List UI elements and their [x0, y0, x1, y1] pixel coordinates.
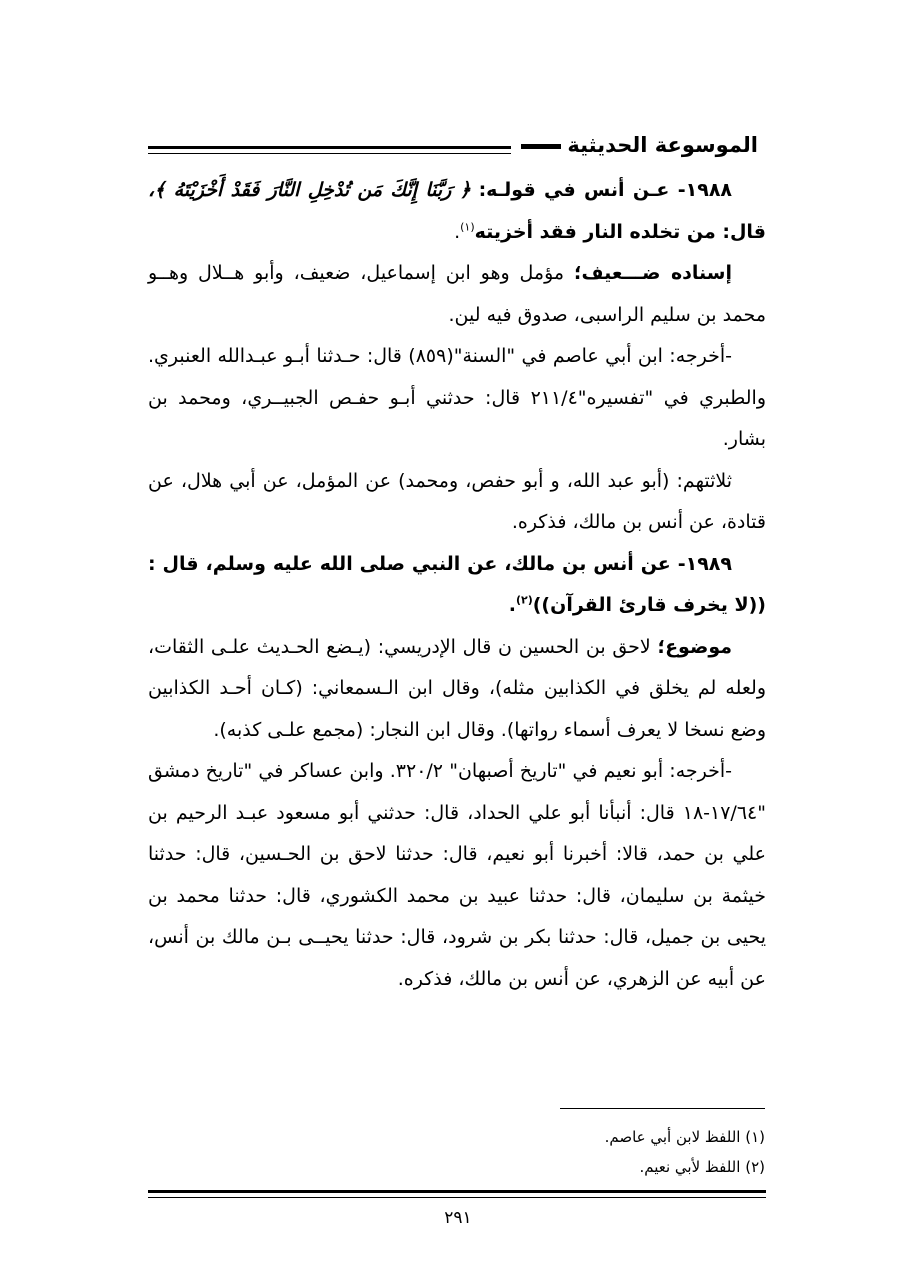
- hadith-1988-isnad: [148, 253, 766, 336]
- grade-text: لاحق بن الحسين ن قال الإدريسي: (يـضع الحـديث علـى الثقات، ولعله لم يخلق في الكذابين مثله)، وقال ابن الـسمعاني: (كـان أحـد الكذابين وضع نسخا لا يعرف أسماء رواتها). وقال ابن النجار: (مجمع علـى كذبه).: [148, 635, 766, 741]
- header-title: [511, 128, 766, 162]
- hadith-1989-takhrij: -أخرجه: أبو نعيم في "تاريخ أصبهان" ٣٢٠/٢. وابن عساكر في "تاريخ دمشق "١٧/٦٤-١٨ قال: أنبأنا أبو علي الحداد، قال: حدثني أبو مسعود عبـد الرحيم بن علي بن حمد، قالا: أخبرنا أبو نعيم، قال: حدثنا لاحق بن الحـسين، قال: حدثنا خيثمة بن سليمان، قال: حدثنا عبيد بن محمد الكشوري، قال: حدثنا محمد بن يحيى بن جميل، قال: حدثنا بكر بن شرود، قال: حدثنا يحيــى بـن مالك بن أنس، عن أبيه عن الزهري، عن أنس بن مالك، فذكره.: [148, 760, 766, 990]
- footnote-2-text: اللفظ لأبي نعيم.: [639, 1158, 741, 1176]
- quran-verse: ﴿ رَبَّنَا إِنَّكَ مَن تُدْخِلِ النَّارَ فَقَدْ أَخْزَيْتَهُ ﴾،: [148, 179, 471, 201]
- footnote-separator: [560, 1108, 765, 1109]
- hadith-1988-continuation: قال: من تخلده النار فقد أخزيته: [474, 220, 766, 243]
- header-title-text: الموسوعة الحديثية: [567, 133, 758, 157]
- main-text: [148, 170, 766, 1000]
- grade-label: موضوع؛: [657, 635, 732, 658]
- hadith-1989-text: ١٩٨٩- عن أنس بن مالك، عن النبي صلى الله عليه وسلم، قال : ((لا يخرف قارئ القرآن)): [148, 552, 766, 616]
- hadith-1989-grade: [148, 627, 766, 752]
- hadith-1988-end: .: [454, 220, 461, 243]
- hadith-1988-summary: ثلاثتهم: (أبو عبد الله، و أبو حفص، ومحمد) عن المؤمل، عن أبي هلال، عن قتادة، عن أنس بن مالك، فذكره.: [148, 469, 766, 533]
- footer-rule-thick: [148, 1190, 766, 1193]
- running-header: [148, 122, 766, 162]
- hadith-1988-opening: ١٩٨٨- عـن أنس في قولـه:: [478, 179, 733, 201]
- footnote-ref-2: (٢): [515, 593, 533, 607]
- footnote-1-text: اللفظ لابن أبي عاصم.: [604, 1128, 741, 1146]
- footnote-ref-1: (١): [460, 220, 475, 234]
- footnote-1: [400, 1122, 765, 1152]
- hadith-1988-takhrij: -أخرجه: ابن أبي عاصم في "السنة"(٨٥٩) قال: حـدثنا أبـو عبـدالله العنبري. والطبري في "تفسيره"٢١١/٤ قال: حدثني أبـو حفـص الجبيــري، ومحمد بن بشار.: [148, 345, 766, 450]
- hadith-1988-matn: [148, 170, 766, 253]
- footer-rule-thin: [148, 1197, 766, 1198]
- footnote-2: [400, 1152, 765, 1182]
- isnad-text: مؤمل وهو ابن إسماعيل، ضعيف، وأبو هــلال وهــو محمد بن سليم الراسبى، صدوق فيه لين.: [148, 262, 766, 326]
- footnotes: [400, 1122, 765, 1182]
- hadith-1989-matn: [148, 544, 766, 627]
- page-number: ٢٩١: [444, 1208, 472, 1228]
- isnad-grade-label: إسناده ضـــعيف؛: [573, 262, 732, 284]
- footnote-1-marker: (١): [745, 1128, 765, 1146]
- footnote-2-marker: (٢): [745, 1158, 765, 1176]
- header-ornament-bar: [521, 144, 561, 149]
- hadith-1989-end: .: [508, 594, 516, 616]
